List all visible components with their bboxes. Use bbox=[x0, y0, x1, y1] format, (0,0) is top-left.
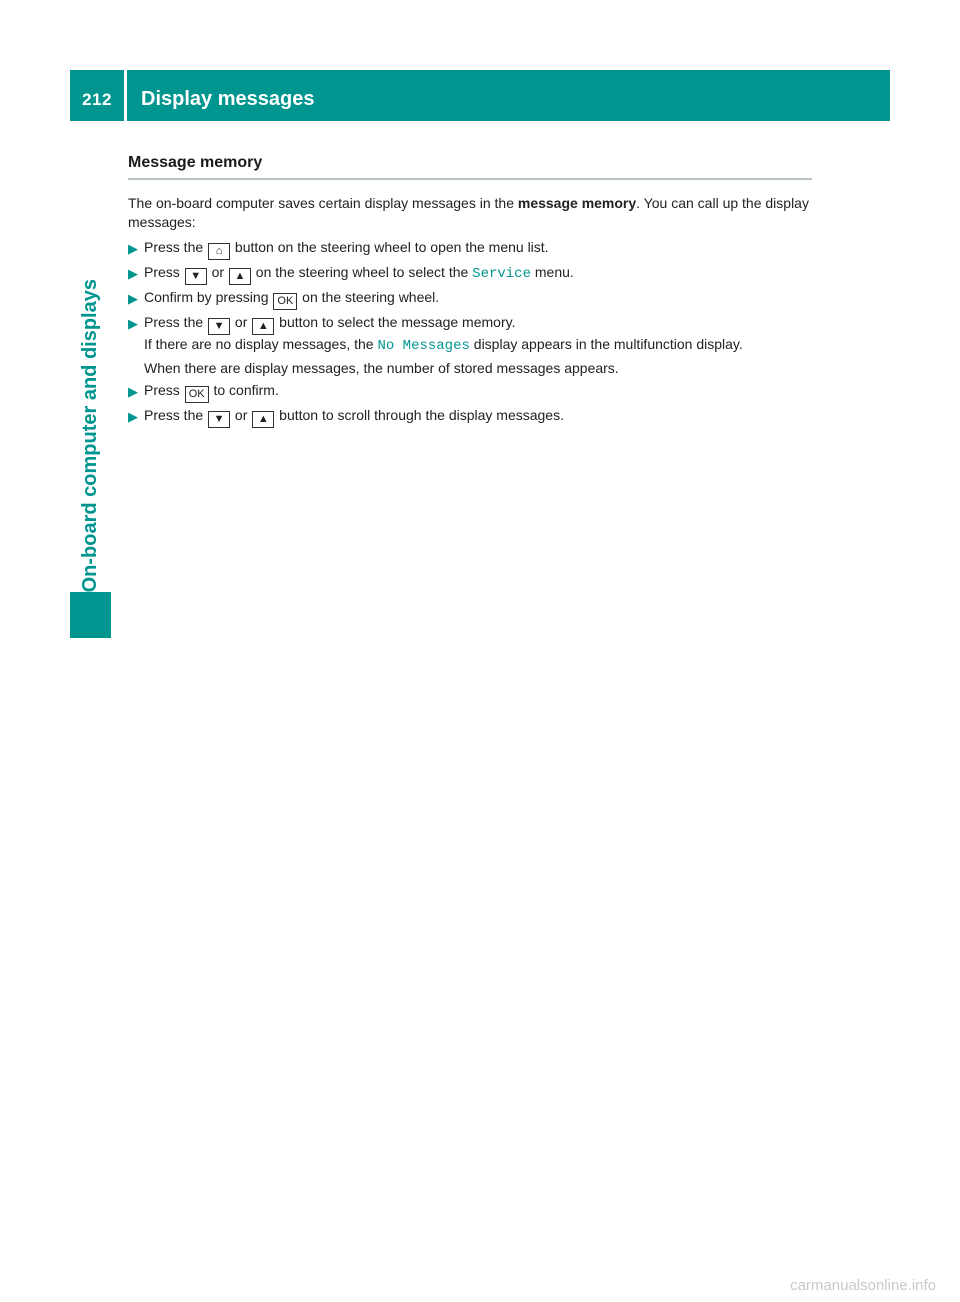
arrow-right-icon: ▶ bbox=[128, 291, 138, 306]
arrow-right-icon: ▶ bbox=[128, 316, 138, 331]
step-2: ▶ Press ▼ or ▲ on the steering wheel to select the Service menu. bbox=[128, 263, 812, 285]
down-key-icon: ▼ bbox=[208, 318, 230, 335]
intro-bold: message memory bbox=[517, 195, 637, 211]
step-6: ▶ Press the ▼ or ▲ button to scroll through the display messages. bbox=[128, 406, 812, 428]
arrow-right-icon: ▶ bbox=[128, 241, 138, 256]
chapter-sidebar bbox=[70, 126, 111, 592]
main-content bbox=[128, 150, 812, 431]
ok-key-icon: OK bbox=[273, 293, 297, 310]
up-key-icon: ▲ bbox=[252, 318, 274, 335]
header-divider bbox=[124, 70, 127, 121]
step-4-note: When there are display messages, the number of stored messages appears. bbox=[144, 360, 619, 376]
chapter-title: On-board computer and displays bbox=[79, 278, 101, 592]
step-3: ▶ Confirm by pressing OK on the steering wheel. bbox=[128, 288, 812, 310]
arrow-right-icon: ▶ bbox=[128, 384, 138, 399]
watermark: carmanualsonline.info bbox=[790, 1277, 936, 1294]
intro-paragraph: The on-board computer saves certain display messages in the message memory. You can call up the display messages: bbox=[128, 195, 809, 230]
display-message-name: No Messages bbox=[377, 338, 470, 354]
down-key-icon: ▼ bbox=[185, 268, 207, 285]
arrow-right-icon: ▶ bbox=[128, 266, 138, 281]
step-5: ▶ Press OK to confirm. bbox=[128, 381, 812, 403]
arrow-right-icon: ▶ bbox=[128, 409, 138, 424]
section-title: Message memory bbox=[128, 154, 812, 180]
up-key-icon: ▲ bbox=[229, 268, 251, 285]
home-key-icon: ⌂ bbox=[208, 243, 230, 260]
page-title: Display messages bbox=[141, 88, 315, 110]
menu-name: Service bbox=[472, 266, 531, 282]
ok-key-icon: OK bbox=[185, 386, 209, 403]
down-key-icon: ▼ bbox=[208, 411, 230, 428]
page-number: 212 bbox=[82, 90, 112, 109]
step-1: ▶ Press the ⌂ button on the steering wheel to open the menu list. bbox=[128, 238, 812, 260]
up-key-icon: ▲ bbox=[252, 411, 274, 428]
chapter-marker bbox=[70, 592, 111, 638]
step-4: ▶ Press the ▼ or ▲ button to select the message memory. If there are no display messages, the No Messages display appears in the multifunction display. bbox=[128, 314, 743, 354]
